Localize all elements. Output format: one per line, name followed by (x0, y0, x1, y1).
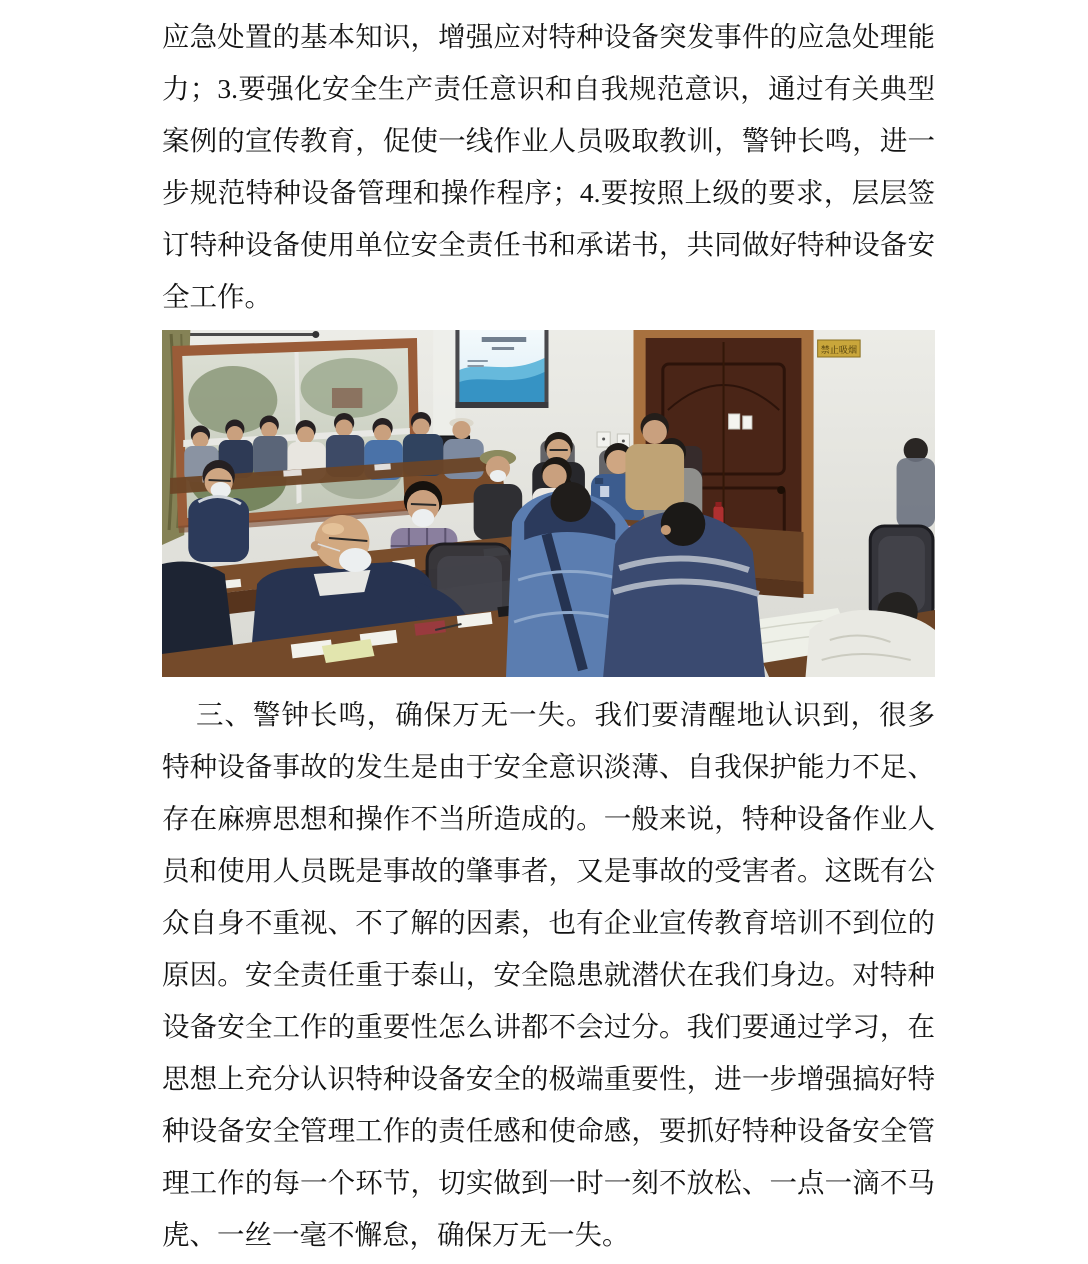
text-line: 虎、一丝一毫不懈怠，确保万无一失。 (162, 1219, 630, 1250)
text-line: 应急处置的基本知识，增强应对特种设备突发事件的应急处理能 (162, 21, 935, 52)
meeting-photo[interactable] (162, 330, 935, 677)
text-line: 订特种设备使用单位安全责任书和承诺书，共同做好特种设备安 (162, 229, 935, 260)
text-line: 原因。安全责任重于泰山，安全隐患就潜伏在我们身边。对特种 (162, 959, 935, 990)
text-line: 存在麻痹思想和操作不当所造成的。一般来说，特种设备作业人 (162, 803, 935, 834)
photo-projector-screen (455, 330, 548, 408)
text-line: 思想上充分认识特种设备安全的极端重要性，进一步增强搞好特 (162, 1063, 935, 1094)
text-line: 理工作的每一个环节，切实做到一时一刻不放松、一点一滴不马 (162, 1167, 935, 1198)
text-line: 员和使用人员既是事故的肇事者，又是事故的受害者。这既有公 (162, 855, 935, 886)
text-line: 案例的宣传教育，促使一线作业人员吸取教训，警钟长鸣，进一 (162, 125, 935, 156)
text-line: 三、警钟长鸣，确保万无一失。我们要清醒地认识到，很多 (196, 699, 935, 730)
text-line: 设备安全工作的重要性怎么讲都不会过分。我们要通过学习，在 (162, 1011, 935, 1042)
svg-text:禁止吸烟: 禁止吸烟 (820, 345, 858, 355)
text-line: 全工作。 (162, 281, 272, 312)
photo-no-smoking-sign (818, 340, 860, 357)
text-line: 力；3.要强化安全生产责任意识和自我规范意识，通过有关典型 (162, 73, 935, 104)
text-line: 众自身不重视、不了解的因素，也有企业宣传教育培训不到位的 (162, 907, 935, 938)
paragraph-top (162, 11, 935, 323)
text-line: 特种设备事故的发生是由于安全意识淡薄、自我保护能力不足、 (162, 751, 935, 782)
paragraph-bottom (162, 689, 935, 1261)
text-line: 步规范特种设备管理和操作程序；4.要按照上级的要求，层层签 (162, 177, 935, 208)
text-line: 种设备安全管理工作的责任感和使命感，要抓好特种设备安全管 (162, 1115, 935, 1146)
